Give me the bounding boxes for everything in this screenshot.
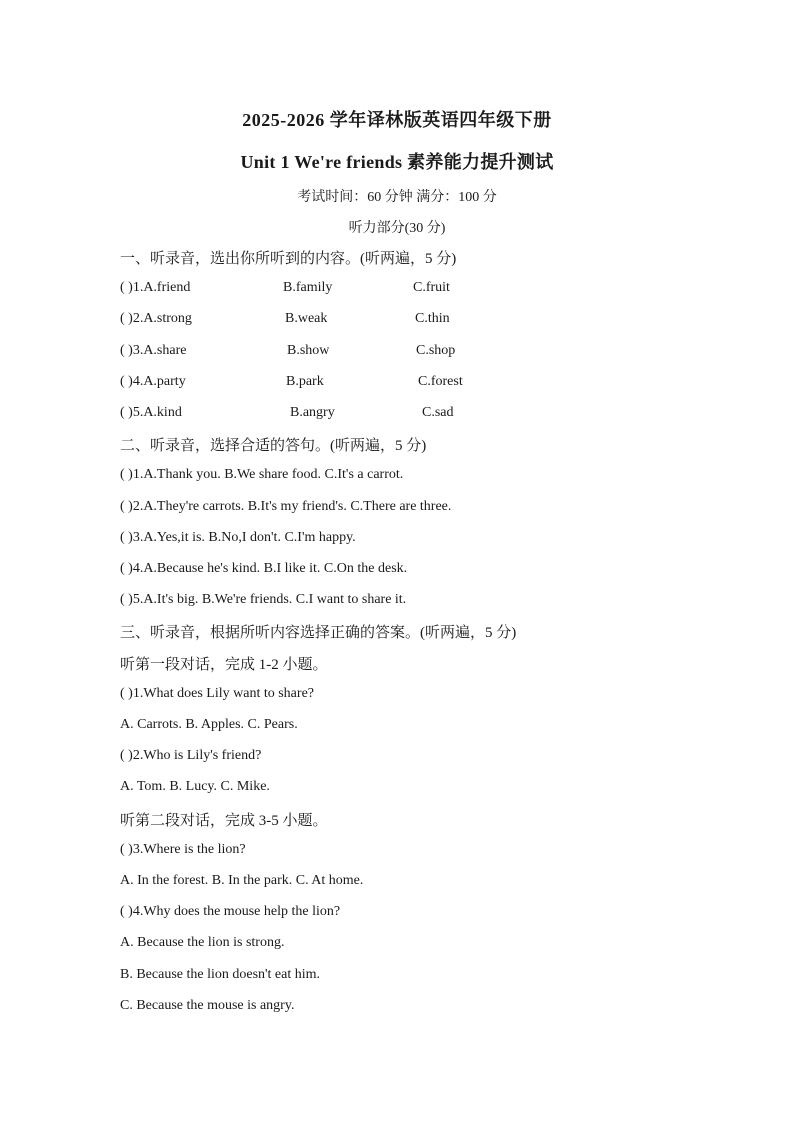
question-number-option-a: ( )1.A.friend bbox=[120, 280, 191, 295]
dialogue1-instruction: 听第一段对话，完成 1-2 小题。 bbox=[120, 657, 328, 673]
section3-question-2: ( )2.Who is Lily's friend? bbox=[120, 748, 262, 763]
section1-question bbox=[120, 311, 680, 331]
section3-option-4b: B. Because the lion doesn't eat him. bbox=[120, 967, 321, 982]
question-number-option-a: ( )5.A.kind bbox=[120, 405, 182, 420]
section2-heading: 二、听录音，选择合适的答句。(听两遍，5 分) bbox=[120, 438, 427, 454]
section1-heading: 一、听录音，选出你所听到的内容。(听两遍，5 分) bbox=[120, 251, 457, 267]
option-c: C.thin bbox=[415, 311, 450, 326]
option-b: B.weak bbox=[285, 311, 328, 326]
dialogue2-instruction: 听第二段对话，完成 3-5 小题。 bbox=[120, 813, 328, 829]
section3-heading: 三、听录音，根据所听内容选择正确的答案。(听两遍，5 分) bbox=[120, 625, 517, 641]
section1-question bbox=[120, 405, 680, 425]
section1-question bbox=[120, 343, 680, 363]
section3-options-2: A. Tom. B. Lucy. C. Mike. bbox=[120, 779, 270, 794]
option-c: C.sad bbox=[422, 405, 454, 420]
exam-info: 考试时间：60 分钟 满分：100 分 bbox=[297, 190, 497, 205]
section1-question bbox=[120, 280, 680, 300]
part-title: 听力部分(30 分) bbox=[348, 221, 446, 236]
section3-option-4c: C. Because the mouse is angry. bbox=[120, 998, 295, 1013]
section3-question-3: ( )3.Where is the lion? bbox=[120, 842, 246, 857]
section2-question: ( )1.A.Thank you. B.We share food. C.It's a carrot. bbox=[120, 467, 404, 482]
option-b: B.park bbox=[286, 374, 324, 389]
section2-question: ( )3.A.Yes,it is. B.No,I don't. C.I'm happy. bbox=[120, 530, 356, 545]
section3-options-3: A. In the forest. B. In the park. C. At home. bbox=[120, 873, 364, 888]
section3-option-4a: A. Because the lion is strong. bbox=[120, 935, 285, 950]
option-b: B.angry bbox=[290, 405, 335, 420]
section1-question bbox=[120, 374, 680, 394]
option-c: C.fruit bbox=[413, 280, 450, 295]
question-number-option-a: ( )2.A.strong bbox=[120, 311, 192, 326]
section3-options-1: A. Carrots. B. Apples. C. Pears. bbox=[120, 717, 298, 732]
section3-question-4: ( )4.Why does the mouse help the lion? bbox=[120, 904, 341, 919]
option-b: B.show bbox=[287, 343, 330, 358]
document-title: 2025-2026 学年译林版英语四年级下册 bbox=[242, 110, 552, 130]
section2-question: ( )5.A.It's big. B.We're friends. C.I want to share it. bbox=[120, 592, 407, 607]
question-number-option-a: ( )4.A.party bbox=[120, 374, 186, 389]
question-number-option-a: ( )3.A.share bbox=[120, 343, 187, 358]
option-b: B.family bbox=[283, 280, 333, 295]
section2-question: ( )2.A.They're carrots. B.It's my friend's. C.There are three. bbox=[120, 499, 452, 514]
document-subtitle: Unit 1 We're friends 素养能力提升测试 bbox=[240, 152, 554, 172]
section3-question-1: ( )1.What does Lily want to share? bbox=[120, 686, 314, 701]
option-c: C.shop bbox=[416, 343, 456, 358]
section2-question: ( )4.A.Because he's kind. B.I like it. C.On the desk. bbox=[120, 561, 408, 576]
option-c: C.forest bbox=[418, 374, 463, 389]
